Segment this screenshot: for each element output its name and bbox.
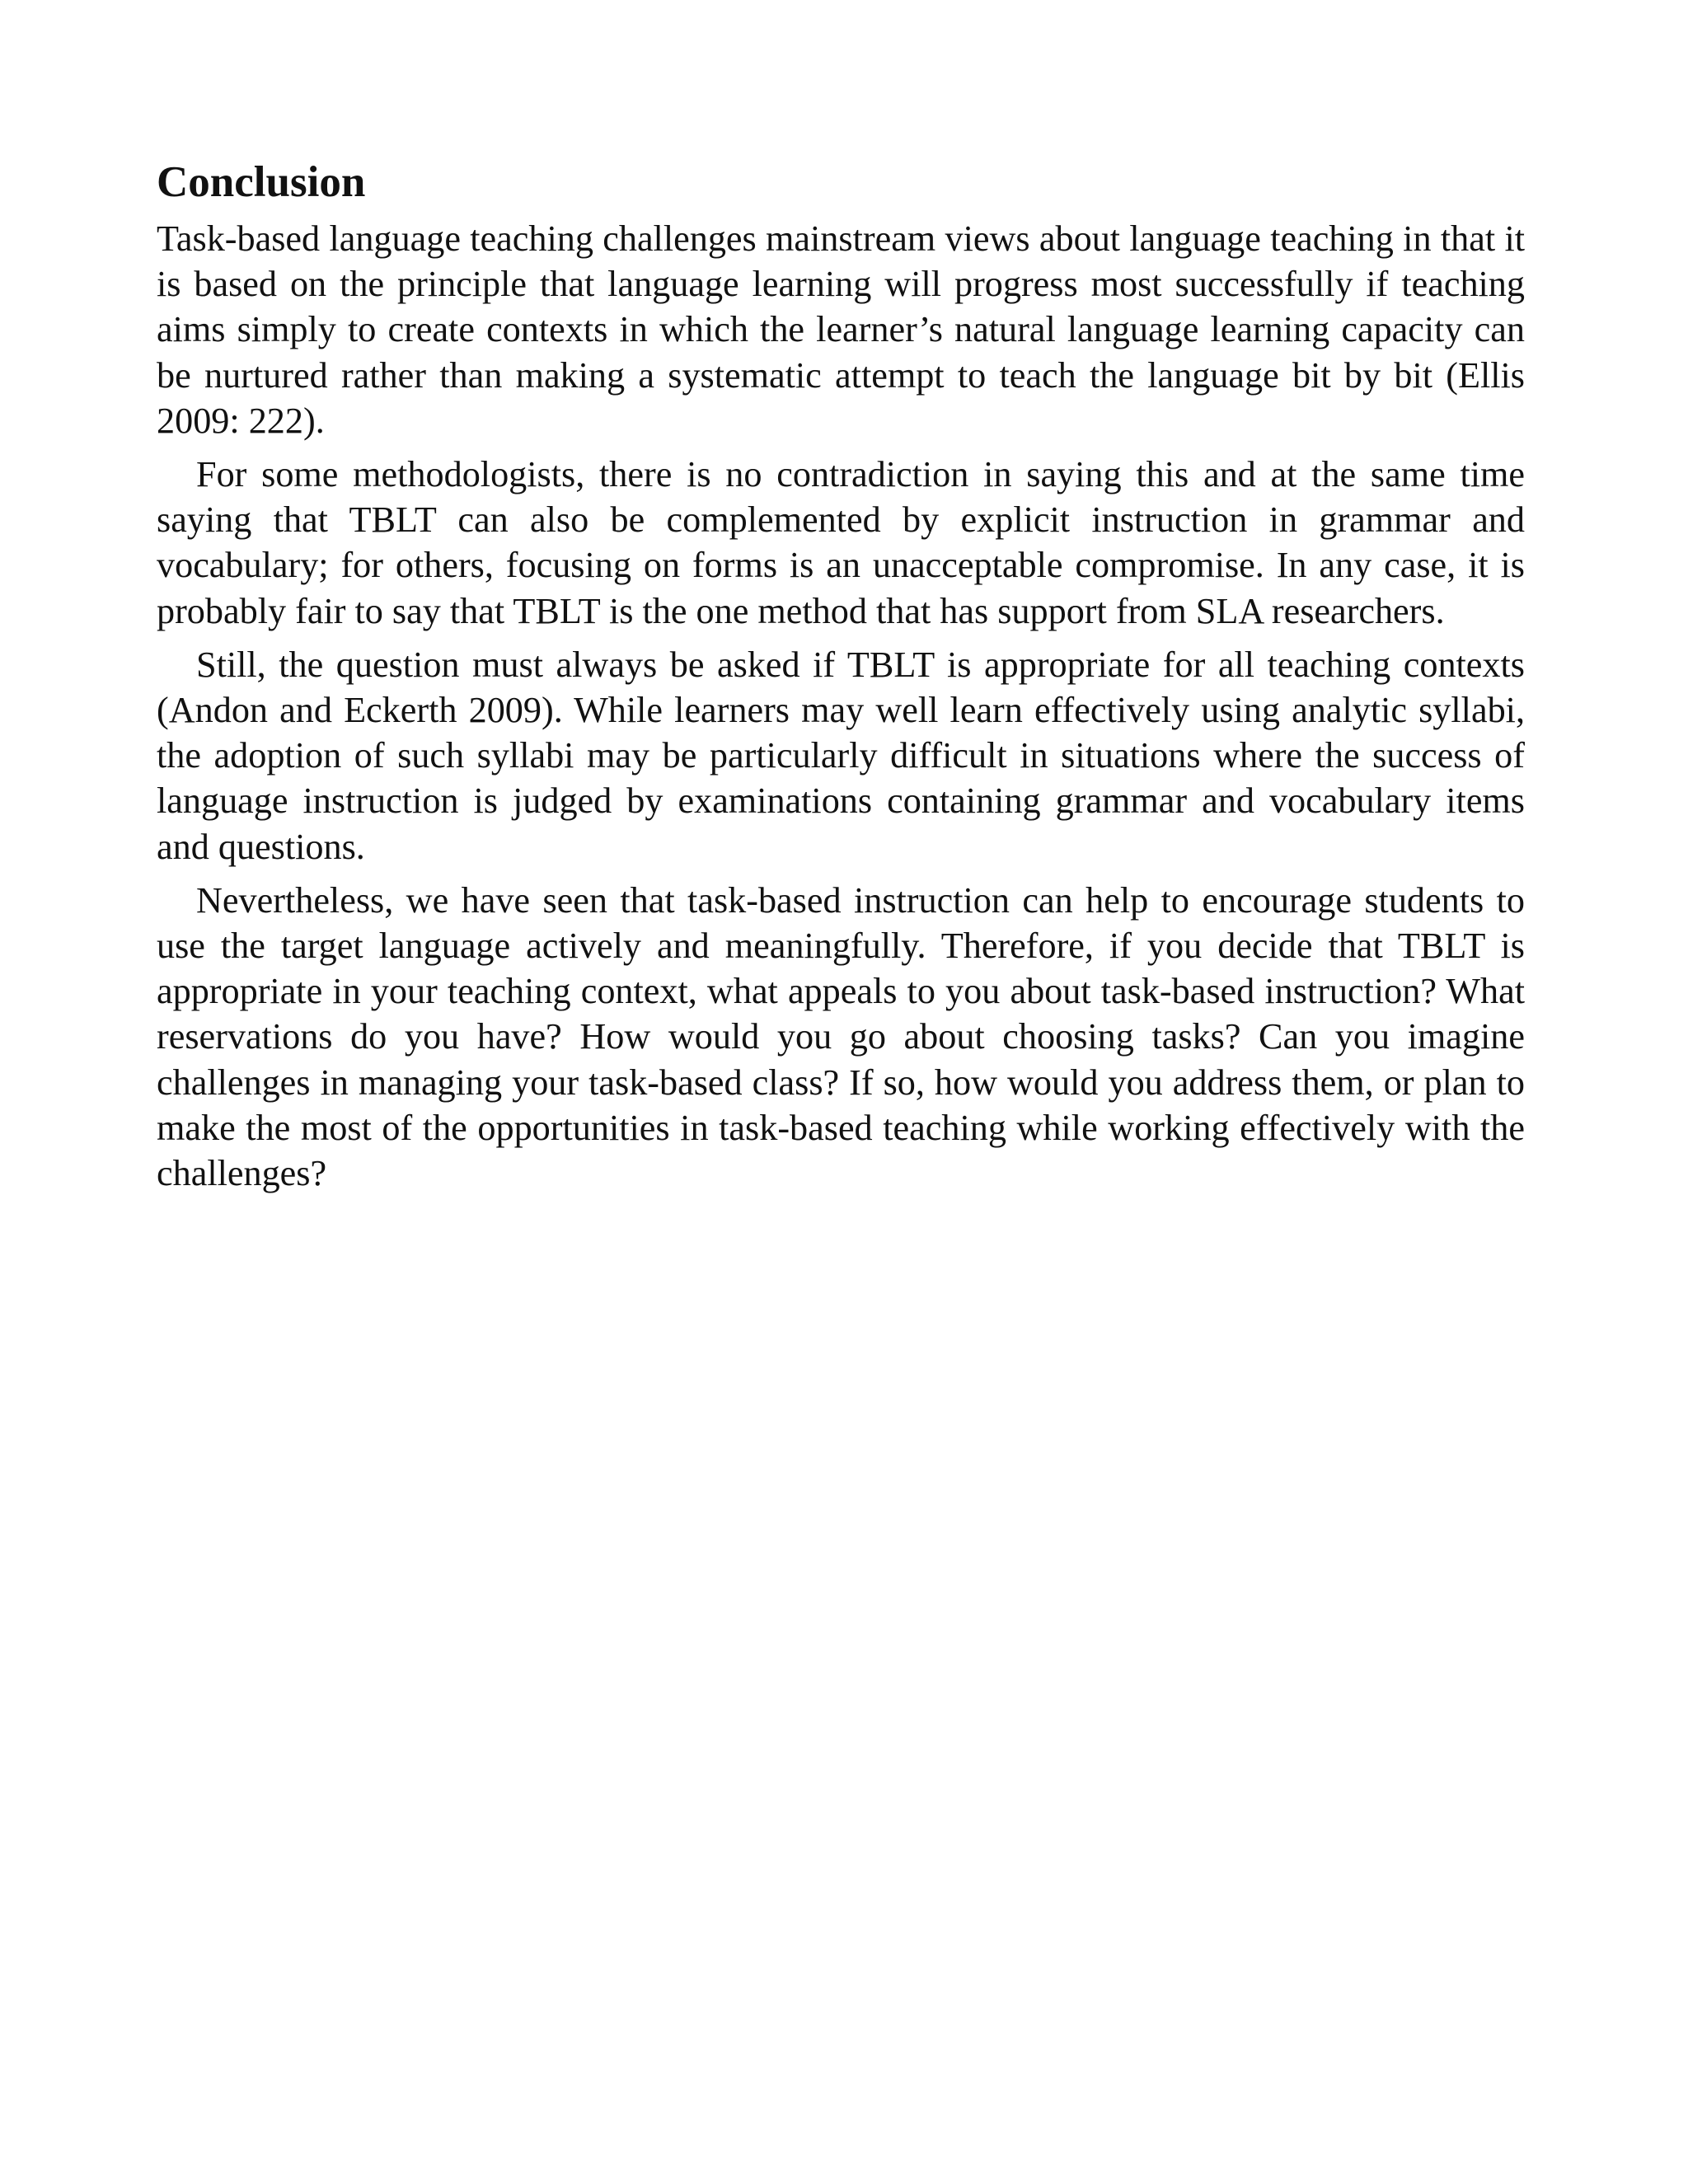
document-page [157, 155, 1525, 1204]
paragraph-2: For some methodologists, there is no contradiction in saying this and at the same time saying that TBLT can also be complemented by explicit instruction in grammar and vocabulary; for others, focusing on forms is an unacceptable compromise. In any case, it is probably fair to say that TBLT is the one method that has support from SLA researchers. [157, 454, 1525, 631]
paragraph-4: Nevertheless, we have seen that task-based instruction can help to encourage students to use the target language actively and meaningfully. Therefore, if you decide that TBLT is appropriate in your teaching context, what appeals to you about task-based instruction? What reservations do you have? How would you go about choosing tasks? Can you imagine challenges in managing your task-based class? If so, how would you address them, or plan to make the most of the opportunities in task-based teaching while working effectively with the challenges? [157, 879, 1525, 1194]
paragraph-1: Task-based language teaching challenges mainstream views about language teaching in that it is based on the principle that language learning will progress most successfully if teaching aims simply to create contexts in which the learner’s natural language learning capacity can be nurtured rather than making a systematic attempt to teach the language bit by bit (Ellis 2009: 222). [157, 218, 1525, 441]
section-heading: Conclusion [157, 158, 366, 206]
paragraph-3: Still, the question must always be asked if TBLT is appropriate for all teaching contexts (Andon and Eckerth 2009). While learners may well learn effectively using analytic syllabi, the adoption of such syllabi may be particularly difficult in situations where the success of language instruction is judged by examinations containing grammar and vocabulary items and questions. [157, 644, 1525, 867]
